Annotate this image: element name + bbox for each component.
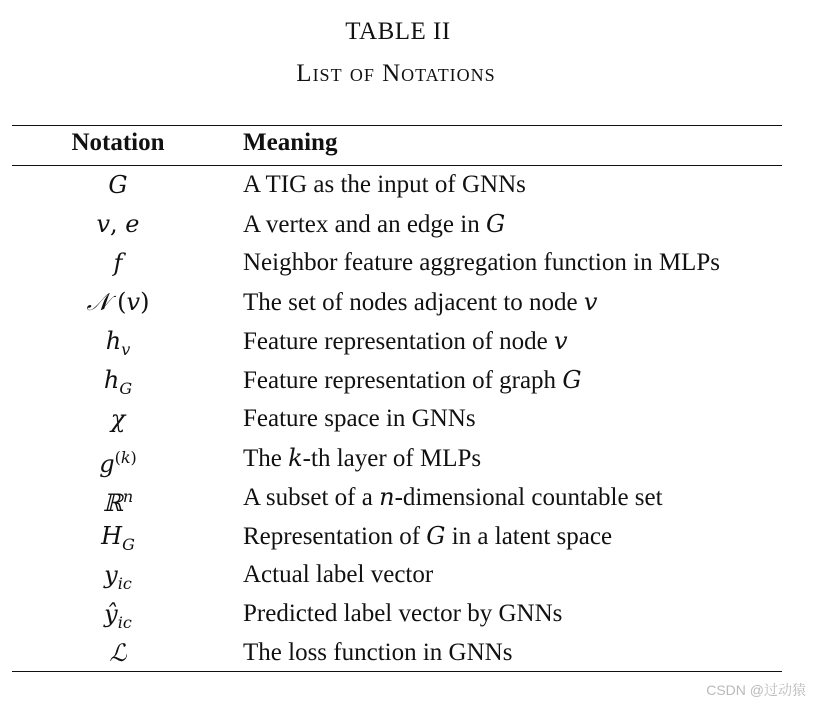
notation-cell: χ — [110, 405, 126, 433]
watermark: CSDN @过动猿 — [706, 682, 806, 698]
table-caption: List of Notations — [296, 60, 496, 87]
table-row — [0, 207, 820, 246]
table-row — [0, 324, 820, 363]
meaning-cell: Actual label vector — [243, 561, 434, 588]
notation-cell: $ŷ_{ic}$ — [104, 600, 132, 632]
header-rule — [12, 165, 782, 166]
meaning-cell: Feature space in GNNs — [243, 405, 476, 432]
table-row — [0, 285, 820, 324]
notation-cell: $g^{(k)}$ — [99, 448, 137, 478]
notation-cell: $h_v$ — [105, 327, 131, 359]
meaning-cell: A vertex and an edge in G — [243, 210, 506, 238]
meaning-cell: The loss function in GNNs — [243, 639, 513, 666]
bottom-rule — [12, 671, 782, 672]
meaning-cell: A TIG as the input of GNNs — [243, 171, 526, 198]
notation-cell: $y_{ic}$ — [104, 561, 132, 593]
table-row — [0, 168, 820, 207]
table-row — [0, 597, 820, 636]
table-number: TABLE II — [345, 18, 451, 45]
table-row — [0, 480, 820, 519]
meaning-cell: A subset of a n-dimensional countable set — [243, 483, 663, 511]
notation-cell: 𝒩 (v) — [86, 288, 150, 316]
meaning-cell: Predicted label vector by GNNs — [243, 600, 563, 627]
notation-cell: G — [108, 171, 128, 199]
header-notation: Notation — [71, 129, 165, 156]
notation-cell: ℒ — [109, 639, 127, 667]
table-row — [0, 246, 820, 285]
notation-cell: v, e — [96, 210, 140, 238]
header-meaning: Meaning — [243, 129, 338, 156]
meaning-cell: The k-th layer of MLPs — [243, 444, 482, 472]
table-row — [0, 402, 820, 441]
top-rule — [12, 125, 782, 126]
meaning-cell: Neighbor feature aggregation function in MLPs — [243, 249, 720, 276]
table-row — [0, 441, 820, 480]
notation-cell: $H_G$ — [101, 522, 135, 554]
meaning-cell: Feature representation of graph G — [243, 366, 582, 394]
table-row — [0, 636, 820, 675]
notation-cell: f — [113, 249, 123, 277]
meaning-cell: The set of nodes adjacent to node v — [243, 288, 598, 316]
notation-cell: $h_G$ — [103, 366, 133, 398]
table-row — [0, 363, 820, 402]
notation-cell: ℝ$^n$ — [102, 487, 134, 517]
table-header — [0, 129, 820, 163]
table-row — [0, 519, 820, 558]
meaning-cell: Representation of G in a latent space — [243, 522, 613, 550]
meaning-cell: Feature representation of node v — [243, 327, 568, 355]
table-row — [0, 558, 820, 597]
table-body — [0, 168, 820, 675]
